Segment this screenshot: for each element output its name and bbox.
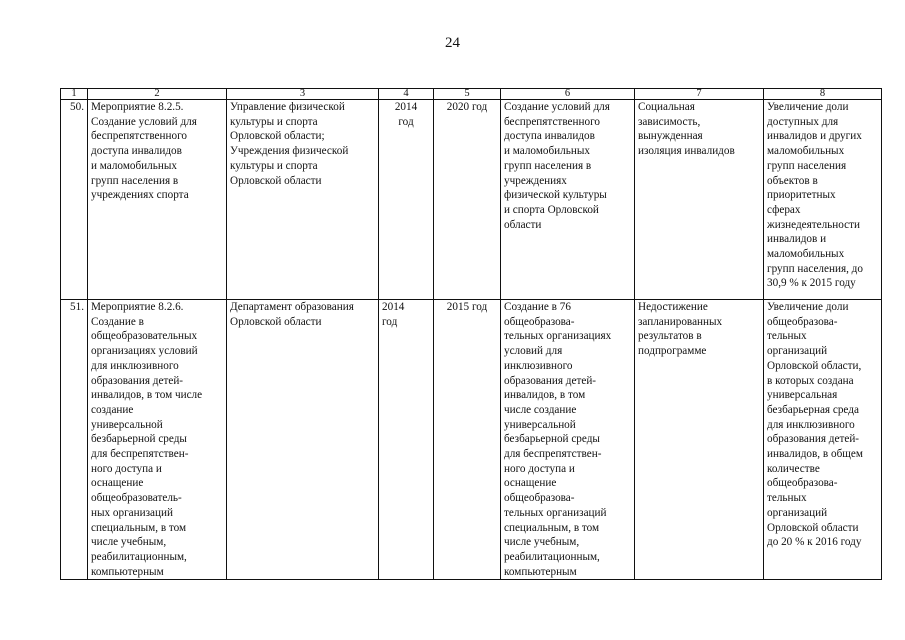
measure-cell: Мероприятие 8.2.6. Создание в общеобразовательных организациях условий для инклюзивного образования детей- инвалидов, в том числе создание универсальной безбарьерной среды для беспрепятствен- ного доступа и оснащение общеобразователь- ных организаций специальным, в том числе учебным, реабилитационным, компьютерным	[88, 300, 227, 580]
header-cell-1: 1	[61, 89, 88, 100]
row-number-cell: 51.	[61, 300, 88, 580]
program-measures-table	[60, 88, 882, 580]
page-number: 24	[445, 35, 460, 51]
header-cell-6: 6	[501, 89, 635, 100]
table-row	[61, 100, 882, 300]
measure-cell: Мероприятие 8.2.5. Создание условий для беспрепятственного доступа инвалидов и маломобильных групп населения в учреждениях спорта	[88, 100, 227, 300]
indicator-cell: Увеличение доли доступных для инвалидов и других маломобильных групп населения объектов в приоритетных сферах жизнедеятельности инвалидов и маломобильных групп населения, до 30,9 % к 2015 году	[764, 100, 882, 300]
row-number-cell: 50.	[61, 100, 88, 300]
header-cell-7: 7	[635, 89, 764, 100]
indicator-cell: Увеличение доли общеобразова- тельных организаций Орловской области, в которых создана универсальная безбарьерная среда для инклюзивного образования детей- инвалидов, в общем количестве общеобразова- тельных организаций Орловской области до 20 % к 2016 году	[764, 300, 882, 580]
header-cell-3: 3	[227, 89, 379, 100]
header-cell-2: 2	[88, 89, 227, 100]
consequences-cell: Недостижение запланированных результатов в подпрограмме	[635, 300, 764, 580]
executor-cell: Департамент образования Орловской области	[227, 300, 379, 580]
end-year-cell: 2020 год	[434, 100, 501, 300]
executor-cell: Управление физической культуры и спорта Орловской области; Учреждения физической культуры и спорта Орловской области	[227, 100, 379, 300]
header-cell-5: 5	[434, 89, 501, 100]
header-cell-8: 8	[764, 89, 882, 100]
header-cell-4: 4	[379, 89, 434, 100]
table-row	[61, 300, 882, 580]
start-year-cell: 2014 год	[379, 100, 434, 300]
end-year-cell: 2015 год	[434, 300, 501, 580]
result-cell: Создание в 76 общеобразова- тельных организациях условий для инклюзивного образования детей- инвалидов, в том числе создание универсальной безбарьерной среды для беспрепятствен- ного доступа и оснащение общеобразова- тельных организаций специальным, в том числе учебным, реабилитационным, компьютерным	[501, 300, 635, 580]
consequences-cell: Социальная зависимость, вынужденная изоляция инвалидов	[635, 100, 764, 300]
start-year-cell: 2014 год	[379, 300, 434, 580]
result-cell: Создание условий для беспрепятственного доступа инвалидов и маломобильных групп населения в учреждениях физической культуры и спорта Орловской области	[501, 100, 635, 300]
table-header-row	[61, 89, 882, 100]
